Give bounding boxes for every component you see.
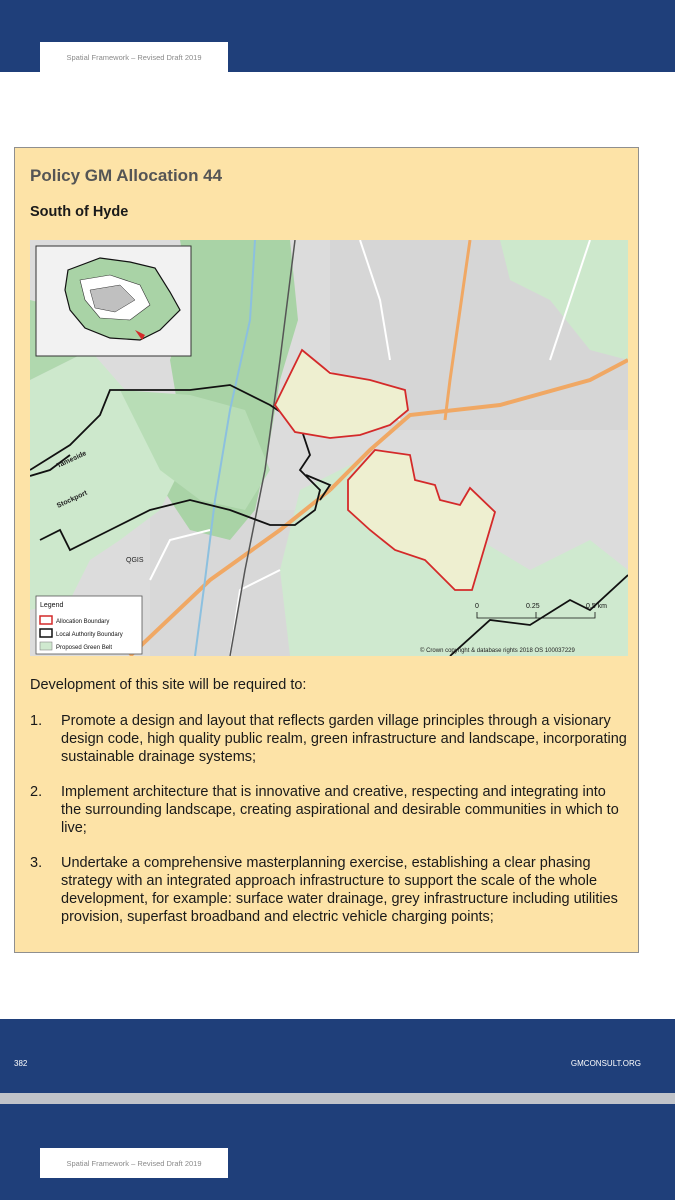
legend-item-allocation: Allocation Boundary xyxy=(56,619,110,625)
requirement-number: 3. xyxy=(30,855,43,871)
policy-box xyxy=(14,147,639,953)
policy-subtitle: South of Hyde xyxy=(30,204,129,220)
map-copyright: © Crown copyright & database rights 2018 OS 100037229 xyxy=(420,648,575,654)
requirement-text: Promote a design and layout that reflects garden village principles through a visionary design code, high quality public realm, green infrastructure and landscape, incorporating sustainable drainage systems; xyxy=(61,713,627,765)
footer-band xyxy=(0,1019,675,1093)
map-label-tameside: Tameside xyxy=(55,450,88,470)
map-legend xyxy=(36,596,142,654)
requirement-item xyxy=(30,854,630,926)
requirement-item xyxy=(30,783,630,837)
footer-divider xyxy=(0,1093,675,1104)
map-label-qgis: QGIS xyxy=(126,557,144,564)
requirements-intro: Development of this site will be required to: xyxy=(30,677,307,693)
site-map xyxy=(30,240,628,656)
policy-title: Policy GM Allocation 44 xyxy=(30,166,223,185)
requirement-text: Implement architecture that is innovative and creative, respecting and integrating into the surrounding landscape, creating aspirational and desirable communities in which to live; xyxy=(61,784,619,836)
requirement-text: Undertake a comprehensive masterplanning exercise, establishing a clear phasing strategy with an integrated approach infrastructure to support the scale of the whole development, for example: surface water drainage, grey infrastructure including utilities provision, superfast broadband and electric vehicle charging points; xyxy=(61,855,618,925)
map-label-stockport: Stockport xyxy=(55,489,89,510)
legend-swatch-authority xyxy=(40,629,52,637)
requirement-number: 1. xyxy=(30,713,43,729)
legend-item-authority: Local Authority Boundary xyxy=(56,632,123,638)
legend-swatch-allocation xyxy=(40,616,52,624)
next-page-doc-title: Spatial Framework – Revised Draft 2019 xyxy=(40,1148,228,1178)
scale-tick-025: 0.25 xyxy=(526,603,540,610)
requirements-list xyxy=(30,712,630,943)
page-number: 382 xyxy=(14,1059,28,1068)
legend-title: Legend xyxy=(40,602,64,609)
requirement-number: 2. xyxy=(30,784,43,800)
requirement-item xyxy=(30,712,630,766)
scale-tick-05: 0.5 km xyxy=(586,603,608,610)
legend-swatch-greenbelt xyxy=(40,642,52,650)
inset-map xyxy=(36,246,191,356)
scale-tick-0: 0 xyxy=(475,603,479,610)
legend-item-greenbelt: Proposed Green Belt xyxy=(56,645,113,651)
header-doc-title: Spatial Framework – Revised Draft 2019 xyxy=(40,42,228,72)
footer-website: GMCONSULT.ORG xyxy=(570,1059,641,1068)
